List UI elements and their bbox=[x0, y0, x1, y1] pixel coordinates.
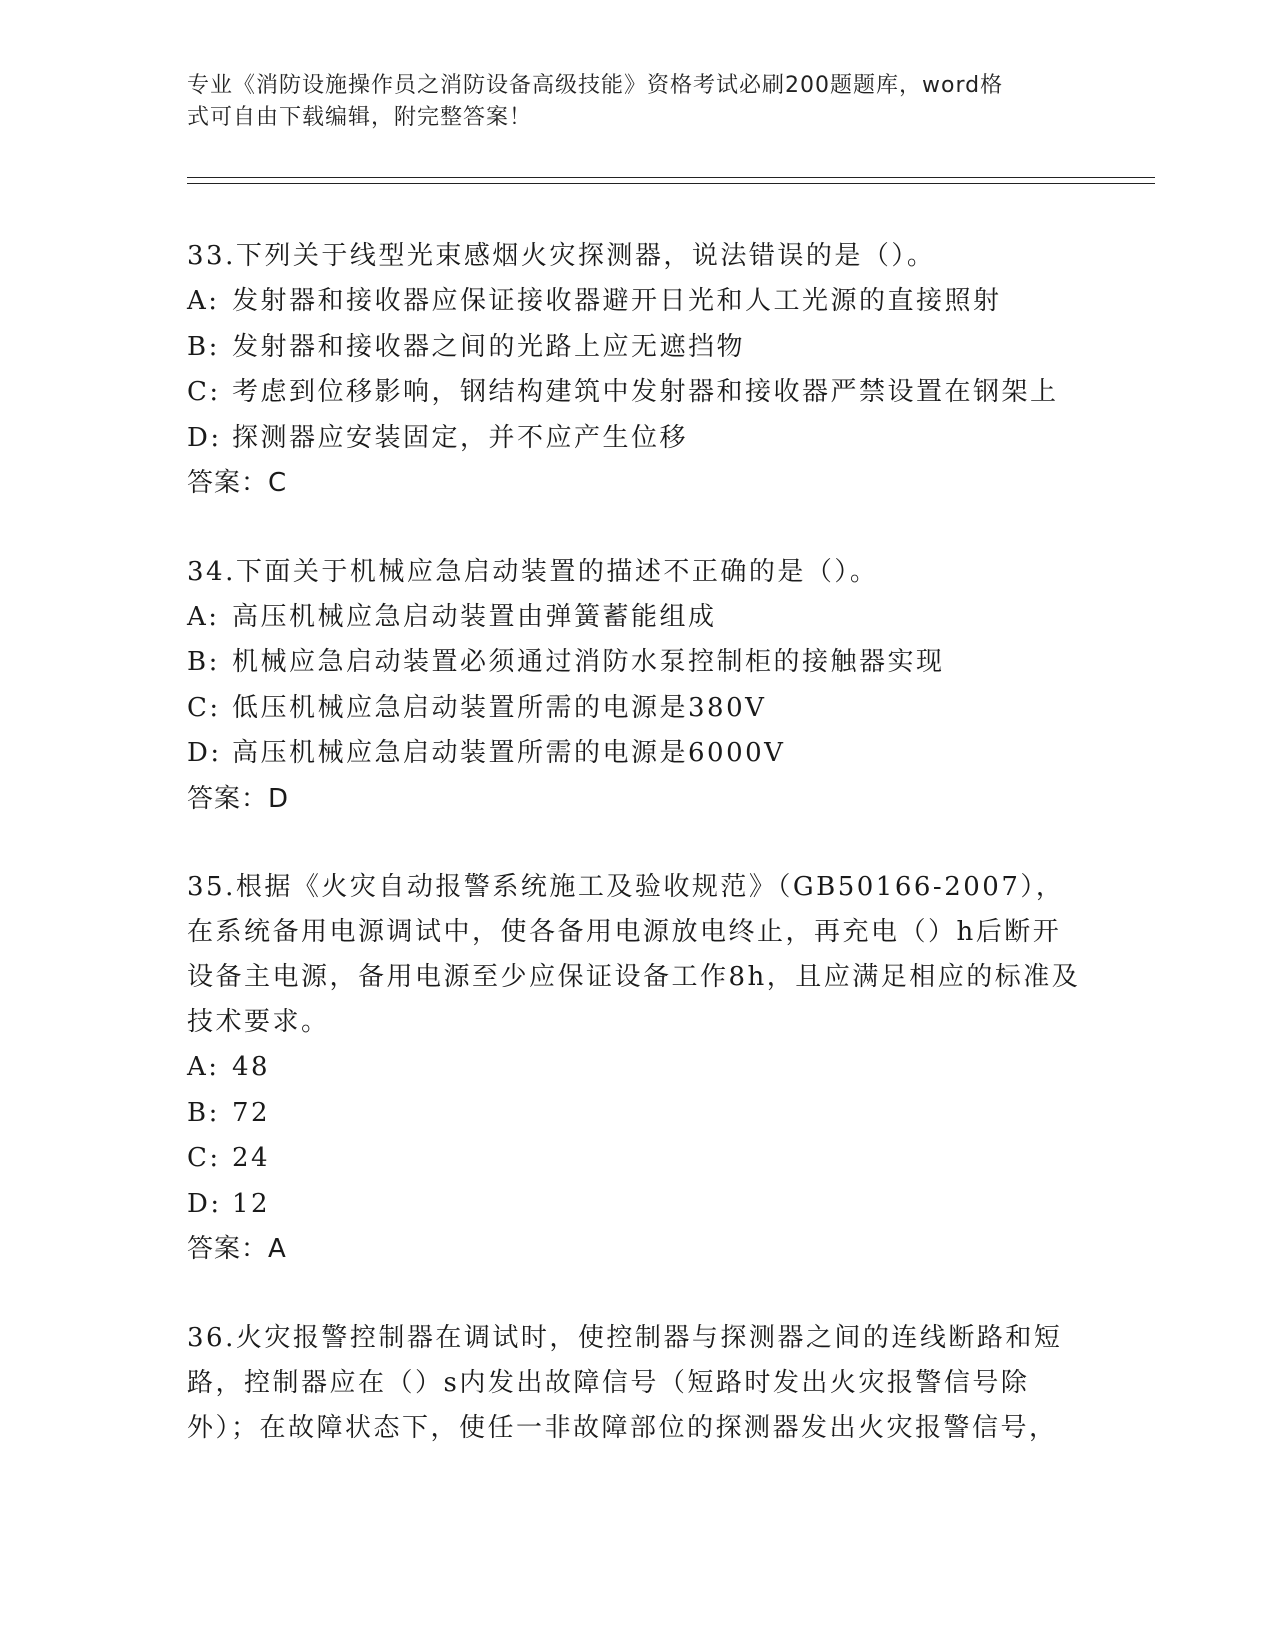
header-divider-bottom bbox=[187, 183, 1155, 184]
option-text: 高压机械应急启动装置所需的电源是6000V bbox=[232, 738, 786, 768]
option-c bbox=[187, 370, 1087, 416]
question-list bbox=[187, 234, 1087, 1494]
option-a bbox=[187, 595, 1087, 641]
question-stem: 34.下面关于机械应急启动装置的描述不正确的是（）。 bbox=[187, 556, 879, 587]
option-text: 机械应急启动装置必须通过消防水泵控制柜的接触器实现 bbox=[232, 647, 945, 677]
question-stem: 33.下列关于线型光束感烟火灾探测器，说法错误的是（）。 bbox=[187, 241, 936, 271]
option-b bbox=[187, 325, 1087, 371]
option-c bbox=[187, 686, 1087, 732]
option-d bbox=[187, 1182, 1087, 1228]
option-letter: D: bbox=[187, 738, 222, 768]
option-c bbox=[187, 1136, 1087, 1182]
option-letter: C: bbox=[187, 692, 221, 723]
answer-label: 答案：D bbox=[187, 783, 290, 814]
option-letter: C: bbox=[187, 377, 221, 407]
option-text: 发射器和接收器之间的光路上应无遮挡物 bbox=[232, 331, 746, 362]
option-b bbox=[187, 640, 1087, 686]
option-text: 24 bbox=[232, 1143, 271, 1173]
question-stem: 36.火灾报警控制器在调试时，使控制器与探测器之间的连线断路和短路，控制器应在（）s内发出故障信号（短路时发出火灾报警信号除外）；在故障状态下，使任一非故障部位的探测器发出火灾报警信号， bbox=[187, 1322, 1063, 1443]
header-divider-top bbox=[187, 177, 1155, 178]
option-letter: C: bbox=[187, 1143, 221, 1173]
option-d bbox=[187, 416, 1087, 462]
option-a bbox=[187, 279, 1087, 325]
answer-label: 答案：C bbox=[187, 468, 288, 498]
option-text: 探测器应安装固定，并不应产生位移 bbox=[232, 422, 689, 453]
option-letter: A: bbox=[187, 601, 220, 632]
option-text: 12 bbox=[232, 1188, 271, 1219]
option-letter: D: bbox=[187, 422, 222, 453]
option-letter: B: bbox=[187, 647, 220, 677]
option-a bbox=[187, 1045, 1087, 1091]
option-letter: A: bbox=[187, 1052, 220, 1082]
option-d bbox=[187, 731, 1087, 777]
question-stem: 35.根据《火灾自动报警系统施工及验收规范》（GB50166-2007），在系统备用电源调试中，使各备用电源放电终止，再充电（）h后断开设备主电源，备用电源至少应保证设备工作8h，且应满足相应的标准及技术要求。 bbox=[187, 872, 1081, 1037]
answer-label: 答案：A bbox=[187, 1234, 287, 1264]
option-text: 发射器和接收器应保证接收器避开日光和人工光源的直接照射 bbox=[232, 286, 1002, 316]
option-b bbox=[187, 1091, 1087, 1137]
option-text: 72 bbox=[232, 1097, 271, 1128]
option-letter: D: bbox=[187, 1188, 222, 1219]
question-36 bbox=[187, 1316, 1087, 1451]
option-letter: B: bbox=[187, 1097, 220, 1128]
document-header bbox=[187, 70, 1067, 134]
option-letter: A: bbox=[187, 286, 220, 316]
question-33 bbox=[187, 234, 1087, 507]
option-text: 48 bbox=[232, 1052, 271, 1082]
option-text: 高压机械应急启动装置由弹簧蓄能组成 bbox=[232, 601, 717, 632]
option-letter: B: bbox=[187, 331, 220, 362]
option-text: 低压机械应急启动装置所需的电源是380V bbox=[232, 692, 767, 723]
header-line-1: 专业《消防设施操作员之消防设备高级技能》资格考试必刷200题题库，word格 bbox=[187, 73, 1004, 98]
option-text: 考虑到位移影响，钢结构建筑中发射器和接收器严禁设置在钢架上 bbox=[232, 377, 1059, 407]
question-35 bbox=[187, 865, 1087, 1273]
question-34 bbox=[187, 550, 1087, 823]
header-line-2: 式可自由下载编辑，附完整答案！ bbox=[187, 105, 533, 130]
